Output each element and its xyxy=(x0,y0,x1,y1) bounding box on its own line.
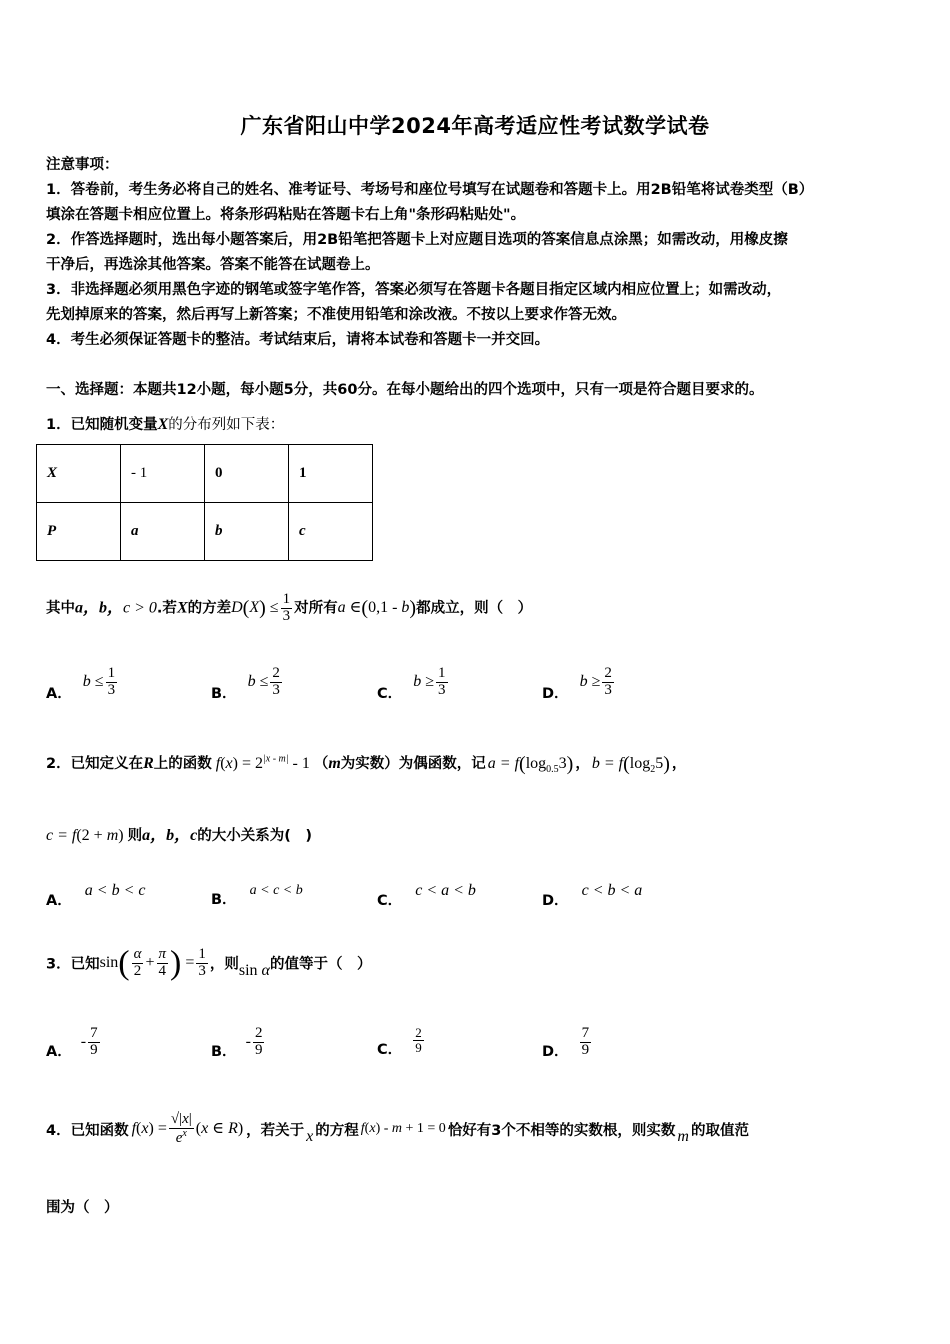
table-row: X - 1 0 1 xyxy=(37,445,373,503)
notice-heading: 注意事项： xyxy=(46,157,119,173)
fraction: $\frac{7}{9}$ xyxy=(90,1025,98,1058)
option-a[interactable]: A． - $\frac{7}{9}$ xyxy=(46,1025,98,1061)
equation-expr: f(x) - m + 1 = 0 xyxy=(360,1121,446,1137)
fraction: $\frac{1}{3}$ xyxy=(198,945,206,979)
fraction: $\frac{2}{9}$ xyxy=(415,1025,422,1055)
option-d[interactable]: D． b ≥ $\frac{2}{3}$ xyxy=(542,665,612,703)
fraction: $\frac{1}{3}$ xyxy=(107,665,116,698)
option-d[interactable]: D． $\frac{7}{9}$ xyxy=(542,1025,590,1061)
option-a[interactable]: A． b ≤ $\frac{1}{3}$ xyxy=(46,665,116,703)
notice-line: 填涂在答题卡相应位置上。将条形码粘贴在答题卡右上角"条形码粘贴处"。 xyxy=(46,207,526,223)
q4-stem-line2: 围为（ ） xyxy=(46,1200,119,1216)
q3-stem: 3．已知sin( $\frac{\alpha}{2}$ + $\frac{\pi}{4}$ ) = $\frac{1}{3}$ ，则sin α的值等于（ ） xyxy=(46,944,372,981)
notice-line: 4．考生必须保证答题卡的整洁。考试结束后，请将本试卷和答题卡一并交回。 xyxy=(46,332,550,348)
fraction: $\frac{√|x|}{e^x}$ xyxy=(170,1111,192,1146)
sin-alpha: sin α xyxy=(238,962,270,979)
notice-line: 干净后，再选涂其他答案。答案不能答在试题卷上。 xyxy=(46,257,380,273)
page-title: 广东省阳山中学2024年高考适应性考试数学试卷 xyxy=(240,114,710,138)
fraction: $\frac{2}{3}$ xyxy=(604,665,612,698)
var-x: x xyxy=(306,1128,314,1146)
notice-line: 先划掉原来的答案，然后再写上新答案；不准使用铅笔和涂改液。不按以上要求作答无效。 xyxy=(46,307,626,323)
option-b[interactable]: B． - $\frac{2}{9}$ xyxy=(211,1025,263,1061)
function-expr: f(x) = $\frac{√|x|}{e^x}$ (x ∈ R) xyxy=(131,1111,244,1146)
notice-line: 3．非选择题必须用黑色字迹的钢笔或签字笔作答，答案必须写在答题卡各题目指定区域内相应位置上；如需改动， xyxy=(46,282,782,298)
fraction: $\frac{2}{3}$ xyxy=(272,665,280,698)
option-b[interactable]: B． a < c < b xyxy=(211,883,303,908)
notice-line: 2．作答选择题时，选出每小题答案后，用2B铅笔把答题卡上对应题目选项的答案信息点涂黑；如需改动，用橡皮擦 xyxy=(46,232,788,248)
q4-stem: 4．已知函数 f(x) = $\frac{√|x|}{e^x}$ (x ∈ R) ，若关于 x 的方程 f(x) - m + 1 = 0 恰好有3个不相等的实数根，则实数 m 的取值范 xyxy=(46,1111,749,1146)
notice-line: 1．答卷前，考生务必将自己的姓名、准考证号、考场号和座位号填写在试题卷和答题卡上。用2B铅笔将试卷类型（B） xyxy=(46,182,814,198)
variance-expr: D(X) ≤ xyxy=(231,597,279,620)
option-c[interactable]: C． $\frac{2}{9}$ xyxy=(377,1025,422,1059)
c-definition: c = f(2 + m) xyxy=(46,827,124,844)
fraction: $\frac{\pi}{4}$ xyxy=(158,945,167,979)
option-b[interactable]: B． b ≤ $\frac{2}{3}$ xyxy=(211,665,280,703)
fraction: $\frac{7}{9}$ xyxy=(581,1025,590,1058)
q1-condition: 其中a，b，c > 0.若X的方差D(X) ≤ $\frac{1}{3}$ 对所有a ∈(0,1 - b)都成立，则（ ） xyxy=(46,591,533,624)
table-row: P a b c xyxy=(37,503,373,561)
option-d[interactable]: D． c < b < a xyxy=(542,882,643,909)
distribution-table xyxy=(36,444,373,561)
var-m: m xyxy=(677,1128,689,1146)
a-definition: $a = f(\log_{0.5}3)$ xyxy=(487,753,574,776)
section-heading: 一、选择题：本题共12小题，每小题5分，共60分。在每小题给出的四个选项中，只有一项是符合题目要求的。 xyxy=(46,382,764,398)
fraction: $\frac{2}{9}$ xyxy=(254,1025,263,1058)
fraction: $\frac{\alpha}{2}$ xyxy=(133,945,142,979)
q2-stem-line2: c = f(2 + m) 则a，b，c的大小关系为( ) xyxy=(46,827,312,844)
q1-stem: 1．已知随机变量X的分布列如下表： xyxy=(46,416,285,433)
interval-expr: a ∈(0,1 - b) xyxy=(337,597,417,620)
option-a[interactable]: A． a < b < c xyxy=(46,882,146,909)
b-definition: $b = f(\log_25)$ xyxy=(591,753,670,776)
sin-expression: sin( $\frac{\alpha}{2}$ + $\frac{\pi}{4}$ ) = $\frac{1}{3}$ xyxy=(99,944,206,981)
fraction: $\frac{1}{3}$ xyxy=(282,591,291,624)
fraction: $\frac{1}{3}$ xyxy=(438,665,446,698)
function-expr: $f(x) = 2^{|x - m|} - 1$ xyxy=(215,753,310,772)
q2-stem: 2．已知定义在R上的函数 $f(x) = 2^{|x - m|} - 1$ （m为实数）为偶函数，记 $a = f(\log_{0.5}3)$ ， $b = f(\log_25)$ ， xyxy=(46,753,687,776)
option-c[interactable]: C． c < a < b xyxy=(377,882,476,909)
option-c[interactable]: C． b ≥ $\frac{1}{3}$ xyxy=(377,665,446,703)
